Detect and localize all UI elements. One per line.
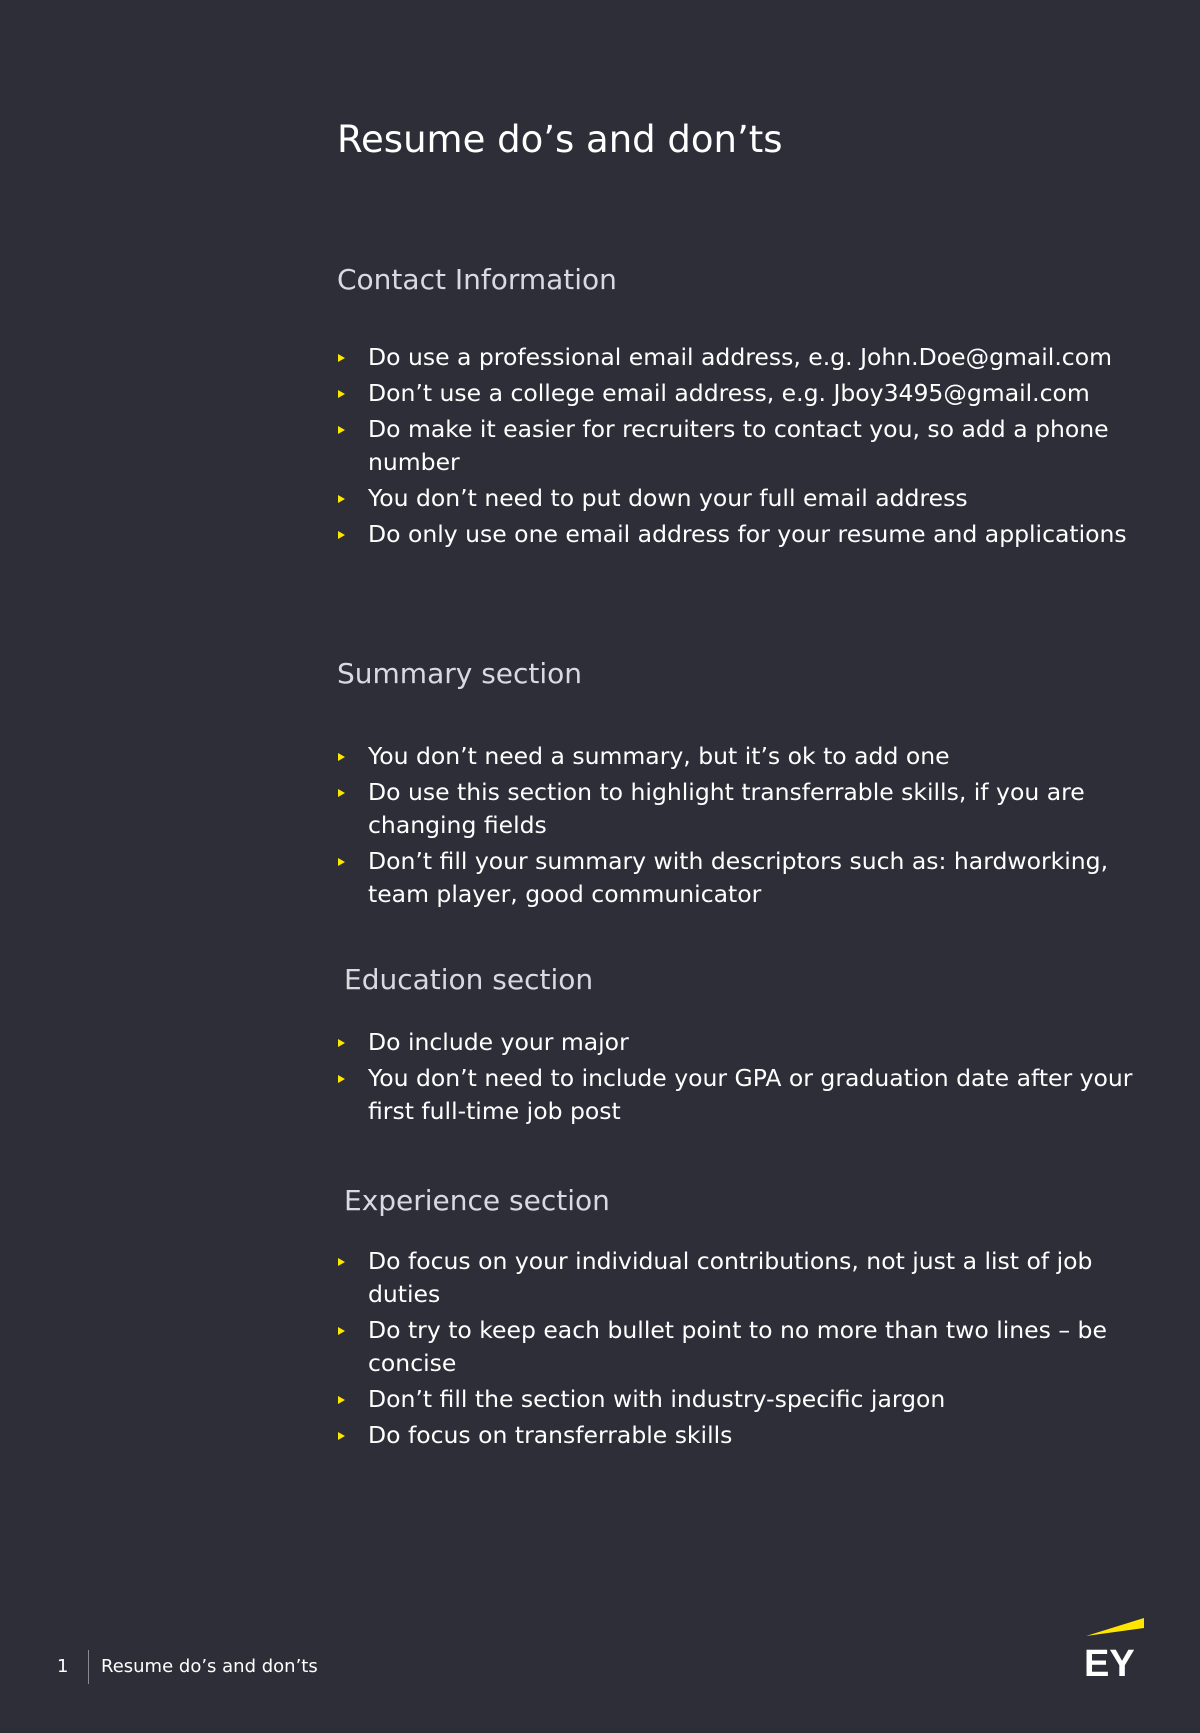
bullet-arrow-icon: [338, 1039, 345, 1047]
list-item: [337, 1062, 1147, 1128]
bullet-text: Don’t fill your summary with descriptors such as: hardworking, team player, good communicator: [368, 847, 1109, 908]
footer-title: Resume do’s and don’ts: [101, 1656, 318, 1677]
bullet-arrow-icon: [338, 354, 345, 362]
bullet-arrow-icon: [338, 858, 345, 866]
list-item: [337, 413, 1147, 479]
experience-bullet-list: [337, 1245, 1147, 1455]
bullet-text: You don’t need to put down your full email address: [368, 484, 968, 512]
education-section-heading: Education section: [344, 963, 594, 996]
bullet-text: Do focus on your individual contributions, not just a list of job duties: [368, 1247, 1093, 1308]
bullet-text: Do use a professional email address, e.g. John.Doe@gmail.com: [368, 343, 1112, 371]
list-item: [337, 845, 1147, 911]
list-item: [337, 1383, 1147, 1416]
bullet-text: Do use this section to highlight transferrable skills, if you are changing fields: [368, 778, 1085, 839]
bullet-arrow-icon: [338, 1258, 345, 1266]
ey-logo-icon: [1082, 1614, 1148, 1678]
ey-logo-beam: [1086, 1618, 1144, 1636]
list-item: [337, 1026, 1147, 1059]
bullet-text: Do try to keep each bullet point to no more than two lines – be concise: [368, 1316, 1107, 1377]
page-number: 1: [57, 1656, 69, 1677]
bullet-arrow-icon: [338, 390, 345, 398]
bullet-arrow-icon: [338, 1327, 345, 1335]
bullet-text: Do make it easier for recruiters to contact you, so add a phone number: [368, 415, 1109, 476]
bullet-text: Don’t use a college email address, e.g. Jboy3495@gmail.com: [368, 379, 1090, 407]
contact-section-heading: Contact Information: [337, 263, 617, 296]
list-item: [337, 518, 1147, 551]
bullet-text: Don’t fill the section with industry-specific jargon: [368, 1385, 946, 1413]
list-item: [337, 377, 1147, 410]
bullet-text: You don’t need to include your GPA or graduation date after your first full-time job post: [368, 1064, 1133, 1125]
bullet-text: Do focus on transferrable skills: [368, 1421, 733, 1449]
bullet-text: Do only use one email address for your resume and applications: [368, 520, 1127, 548]
ey-logo-text: EY: [1084, 1643, 1135, 1678]
list-item: [337, 1314, 1147, 1380]
contact-bullet-list: [337, 341, 1147, 554]
bullet-arrow-icon: [338, 426, 345, 434]
page-title: Resume do’s and don’ts: [337, 118, 783, 161]
list-item: [337, 1419, 1147, 1452]
bullet-arrow-icon: [338, 1432, 345, 1440]
list-item: [337, 740, 1147, 773]
bullet-arrow-icon: [338, 531, 345, 539]
list-item: [337, 1245, 1147, 1311]
bullet-text: You don’t need a summary, but it’s ok to add one: [368, 742, 950, 770]
education-bullet-list: [337, 1026, 1147, 1131]
bullet-arrow-icon: [338, 495, 345, 503]
summary-section-heading: Summary section: [337, 657, 583, 690]
footer-divider: [88, 1650, 89, 1684]
bullet-arrow-icon: [338, 1396, 345, 1404]
bullet-arrow-icon: [338, 789, 345, 797]
list-item: [337, 341, 1147, 374]
list-item: [337, 482, 1147, 515]
bullet-text: Do include your major: [368, 1028, 629, 1056]
bullet-arrow-icon: [338, 1075, 345, 1083]
page-footer: [0, 1650, 400, 1684]
bullet-arrow-icon: [338, 753, 345, 761]
experience-section-heading: Experience section: [344, 1184, 610, 1217]
summary-bullet-list: [337, 740, 1147, 914]
list-item: [337, 776, 1147, 842]
